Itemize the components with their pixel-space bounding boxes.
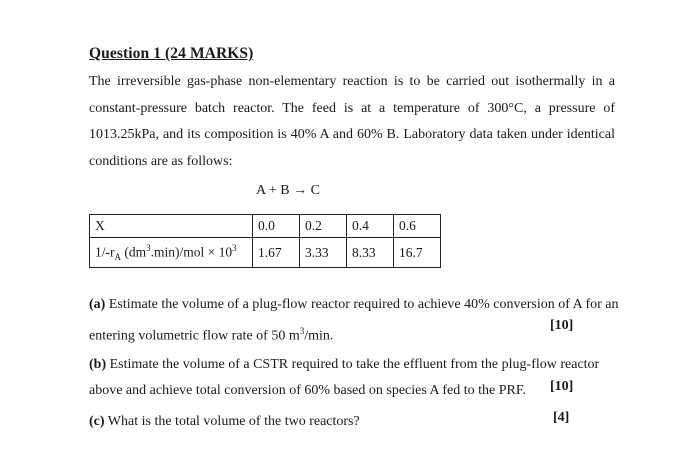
rate-label-unit: (dm: [121, 244, 147, 260]
part-a-exp: 3: [299, 326, 305, 336]
question-heading: Question 1 (24 MARKS): [89, 45, 254, 62]
row-label-conversion: X: [90, 215, 253, 238]
table-cell: 8.33: [347, 238, 394, 268]
table-cell: 0.0: [253, 215, 300, 238]
table-cell: 16.7: [394, 238, 441, 268]
part-c-text: [89, 409, 619, 435]
part-a-tag: (a): [89, 297, 106, 312]
table-cell: 3.33: [300, 238, 347, 268]
table-cell: 0.4: [347, 215, 394, 238]
lab-data-table: [89, 214, 441, 268]
reaction-product: C: [310, 183, 320, 198]
question-intro: The irreversible gas-phase non-elementary reaction is to be carried out isothermally in a constant-pressure batch reactor. The feed is at a temperature of 300°C, a pressure of 1013.25kPa, and its composition is 40% A and 60% B. Laboratory data taken under identical conditions are as follows:: [89, 74, 615, 169]
part-b-marks: [10]: [550, 379, 574, 394]
rate-label-exp1: 3: [146, 243, 151, 253]
part-a-body: Estimate the volume of a plug-flow reactor required to achieve 40% conversion of A for an entering volumetric flow rate of 50 m: [89, 297, 619, 344]
part-c-tag: (c): [89, 414, 105, 429]
part-b-body: Estimate the volume of a CSTR required to take the effluent from the plug-flow reactor above and achieve total conversion of 60% based on species A fed to the PRF.: [89, 357, 600, 398]
table-row-rate: [90, 238, 441, 268]
rate-label-exp2: 3: [232, 243, 237, 253]
rate-label-prefix: 1/-r: [95, 244, 115, 260]
table-cell: 0.2: [300, 215, 347, 238]
table-cell: 1.67: [253, 238, 300, 268]
reaction-reactants: A + B: [256, 183, 290, 198]
part-c-marks: [4]: [553, 410, 570, 425]
rate-label-rest: .min)/mol × 10: [150, 244, 233, 260]
row-label-rate: [90, 238, 253, 268]
part-a-body-end: /min.: [304, 328, 334, 344]
part-b-text: [89, 352, 619, 404]
part-c-body: What is the total volume of the two reactors?: [104, 414, 360, 429]
reaction-arrow: →: [293, 183, 308, 198]
part-a-marks: [10]: [550, 318, 574, 333]
reaction-equation: [256, 183, 320, 199]
table-cell: 0.6: [394, 215, 441, 238]
table-row-conversion: [90, 215, 441, 238]
part-a-text: [89, 292, 619, 350]
part-b-tag: (b): [89, 357, 107, 372]
rate-label-subscript: A: [114, 252, 121, 263]
